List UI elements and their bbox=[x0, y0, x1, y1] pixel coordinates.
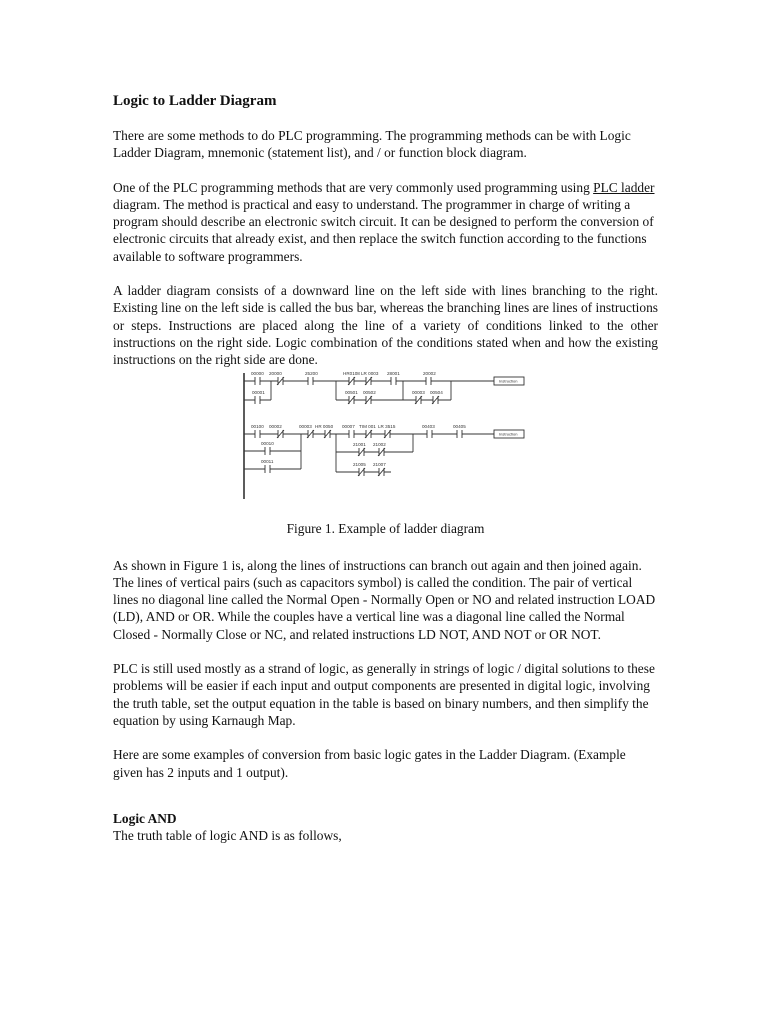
paragraph-examples: Here are some examples of conversion from basic logic gates in the Ladder Diagram. (Example given has 2 inputs and 1 output). bbox=[113, 747, 626, 780]
contact-label: 00502 bbox=[363, 389, 376, 395]
figure-caption: Figure 1. Example of ladder diagram bbox=[286, 520, 485, 536]
contact-label: 00000 bbox=[251, 370, 264, 376]
output-label: Instruction bbox=[499, 431, 518, 437]
paragraph-methods-pre: One of the PLC programming methods that are very commonly used programming using bbox=[113, 179, 594, 195]
contact-label: HR 0050 bbox=[315, 423, 334, 429]
paragraph-and-truth-table: The truth table of logic AND is as follows, bbox=[113, 827, 342, 843]
contact-label: 20002 bbox=[423, 370, 436, 376]
contact-label: TIM 001 bbox=[359, 423, 376, 429]
paragraph-methods bbox=[113, 179, 658, 265]
paragraph-intro: There are some methods to do PLC programming. The programming methods can be with Logic Ladder Diagram, mnemonic (statement list), and / or function block diagram. bbox=[113, 128, 631, 161]
contact-label: 21001 bbox=[353, 441, 366, 447]
document-page bbox=[113, 92, 658, 861]
plc-ladder-link[interactable]: PLC ladder bbox=[593, 179, 655, 195]
ladder-diagram-image bbox=[241, 371, 526, 501]
contact-label: 00100 bbox=[251, 423, 264, 429]
contact-label: 00003 bbox=[412, 389, 425, 395]
contact-label: 00504 bbox=[430, 389, 443, 395]
paragraph-figure-explanation: As shown in Figure 1 is, along the lines of instructions can branch out again and then joined again. The lines of vertical pairs (such as capacitors symbol) is called the condition. The pair of vertical lines no diagonal line called the Normal Open - Normally Open or NO and related instruction LOAD (LD), AND or OR. While the couples have a vertical line was a diagonal line called the Normal Closed - Normally Close or NC, and related instructions LD NOT, AND NOT or OR NOT. bbox=[113, 557, 656, 642]
contact-label: 28001 bbox=[387, 370, 400, 376]
contact-label: HR0108 bbox=[343, 370, 360, 376]
ladder-diagram-figure bbox=[113, 371, 658, 521]
contact-label: 00011 bbox=[261, 458, 274, 464]
contact-label: 00002 bbox=[269, 423, 282, 429]
contact-label: 25200 bbox=[305, 370, 318, 376]
paragraph-methods-post: diagram. The method is practical and easy to understand. The programmer in charge of writing a program should describe an electronic switch circuit. It can be designed to perform the conversion of electronic circuits that already exist, and then replace the switch function according to the functions available to software programmers. bbox=[113, 196, 654, 264]
contact-label: 00405 bbox=[453, 423, 466, 429]
contact-label: 21005 bbox=[353, 461, 366, 467]
section-heading-logic-and: Logic AND bbox=[113, 810, 177, 826]
contact-label: 00001 bbox=[252, 389, 265, 395]
contact-label: 00403 bbox=[422, 423, 435, 429]
paragraph-ladder-definition: A ladder diagram consists of a downward line on the left side with lines branching to the right. Existing line on the left side is called the bus bar, whereas the branching lines are lines of instructions or steps. Instructions are placed along the line of a variety of conditions linked to the other instructions on the right side. Logic combination of the conditions stated when and how the existing instructions on the right side are done. bbox=[113, 283, 658, 368]
contact-label: LR 3515 bbox=[378, 423, 396, 429]
contact-label: 00007 bbox=[342, 423, 355, 429]
contact-label: 00010 bbox=[261, 440, 274, 446]
contact-label: 00501 bbox=[345, 389, 358, 395]
contact-label: LR 0003 bbox=[361, 370, 379, 376]
page-title: Logic to Ladder Diagram bbox=[113, 93, 277, 109]
contact-label: 00003 bbox=[299, 423, 312, 429]
paragraph-plc-logic: PLC is still used mostly as a strand of logic, as generally in strings of logic / digital solutions to these problems will be easier if each input and output components are presented in digital logic, involving the truth table, set the output equation in the table is based on binary numbers, and then simplify the equation by using Karnaugh Map. bbox=[113, 661, 655, 728]
contact-label: 21002 bbox=[373, 441, 386, 447]
contact-label: 21007 bbox=[373, 461, 386, 467]
output-label: Instruction bbox=[499, 378, 518, 384]
contact-label: 20000 bbox=[269, 370, 282, 376]
